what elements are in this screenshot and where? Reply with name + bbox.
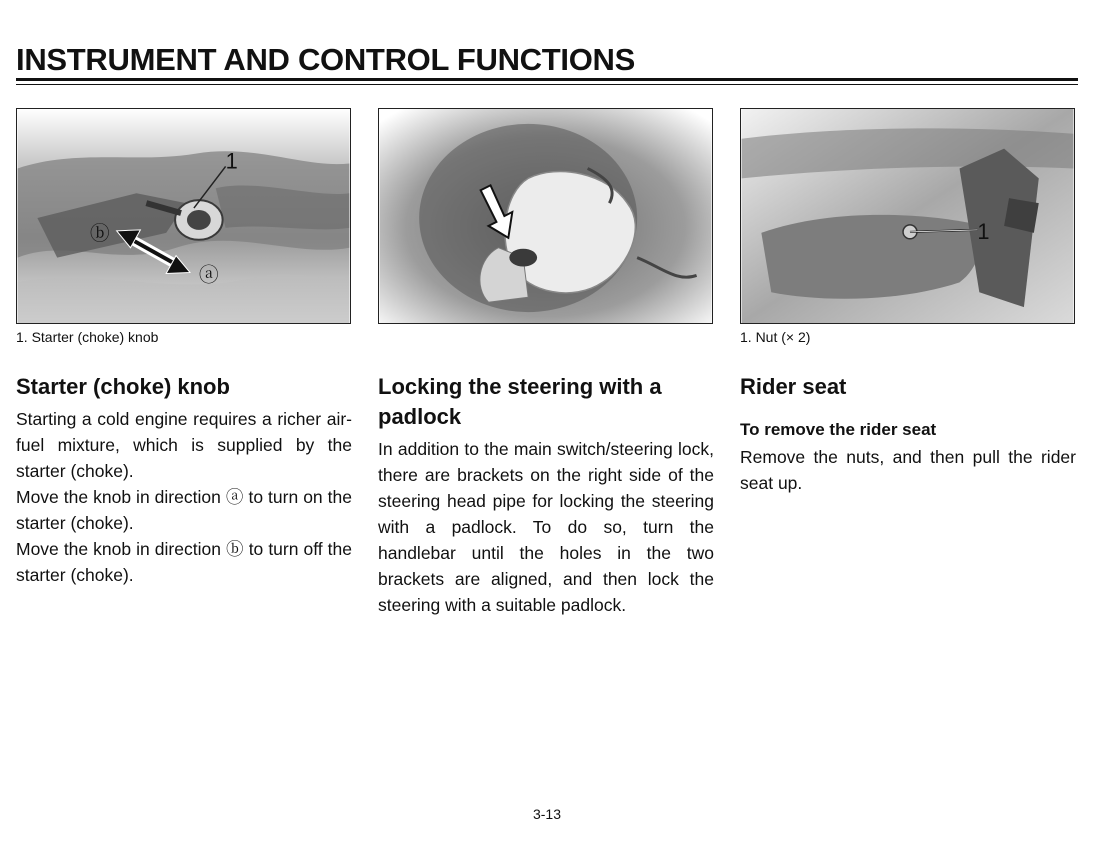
steering-bracket-illustration: [379, 109, 712, 323]
starter-knob-illustration: [17, 109, 350, 323]
section-heading: Locking the steering with a padlock: [378, 374, 662, 429]
rider-seat-illustration: [741, 109, 1074, 323]
body-paragraph: Remove the nuts, and then pull the rider seat up.: [740, 447, 1076, 493]
caption-photo-3: 1. Nut (× 2): [740, 329, 811, 345]
body-paragraph: In addition to the main switch/steering lock, there are brackets on the right side of the steering head pipe for locking the steering with a padlock. To do so, turn the handlebar until the holes in the two brackets are aligned, and then lock the steering with a suitable padlock.: [378, 439, 714, 615]
callout-b: ⓑ: [89, 221, 110, 245]
page-number: 3-13: [532, 806, 562, 822]
photo-starter-knob: [16, 108, 351, 324]
callout-a: ⓐ: [198, 263, 219, 287]
page-title: INSTRUMENT AND CONTROL FUNCTIONS: [16, 42, 635, 77]
photo-steering-bracket: [378, 108, 713, 324]
section-steering-lock: [378, 372, 714, 618]
section-starter-knob: [16, 372, 352, 588]
callout-1: 1: [225, 148, 238, 174]
header-rule-thick: [16, 78, 1078, 81]
callout-1: 1: [977, 218, 990, 244]
body-paragraph: Move the knob in direction ⓐ to turn on the starter (choke).: [16, 487, 352, 533]
header-rule-thin: [16, 84, 1078, 85]
section-heading: Starter (choke) knob: [16, 374, 230, 399]
sub-heading: To remove the rider seat: [740, 420, 937, 439]
section-rider-seat: [740, 372, 1076, 496]
section-heading: Rider seat: [740, 374, 847, 399]
body-paragraph: Move the knob in direction ⓑ to turn off the starter (choke).: [16, 539, 352, 585]
caption-photo-1: 1. Starter (choke) knob: [16, 329, 159, 345]
body-paragraph: Starting a cold engine requires a richer air-fuel mixture, which is supplied by the starter (choke).: [16, 409, 352, 481]
photo-rider-seat-nut: [740, 108, 1075, 324]
